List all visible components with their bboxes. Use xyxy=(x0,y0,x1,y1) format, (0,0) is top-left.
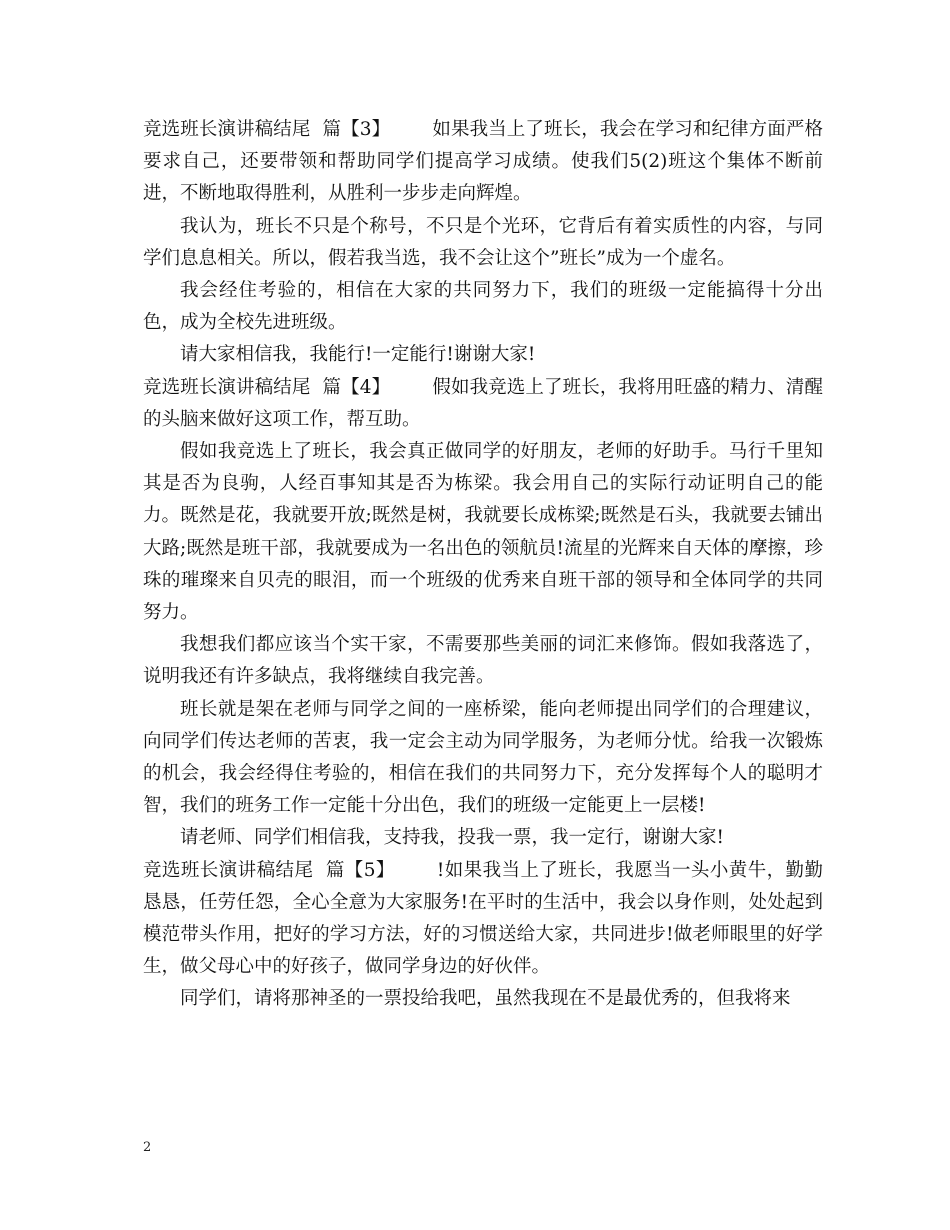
section-4-paragraph-2: 我想我们都应该当个实干家，不需要那些美丽的词汇来修饰。假如我落选了，说明我还有许多缺点，我将继续自我完善。 xyxy=(143,634,823,688)
section-5-title: 竞选班长演讲稿结尾 xyxy=(143,859,314,881)
section-4-lead: 假如我竞选上了班长，我将用旺盛的精力、清醒的头脑来做好这项工作，帮互助。 xyxy=(143,376,823,430)
section-4-heading-paragraph xyxy=(143,372,823,436)
page-number: 2 xyxy=(143,1140,152,1155)
section-3-heading-paragraph xyxy=(143,114,823,211)
section-4-paragraph-1: 假如我竞选上了班长，我会真正做同学的好朋友，老师的好助手。马行千里知其是否为良驹，人经百事知其是否为栋梁。我会用自己的实际行动证明自己的能力。既然是花，我就要开放;既然是树，我就要长成栋梁;既然是石头，我就要去铺出大路;既然是班干部，我就要成为一名出色的领航员!流星的光辉来自天体的摩擦，珍珠的璀璨来自贝壳的眼泪，而一个班级的优秀来自班干部的领导和全体同学的共同努力。 xyxy=(143,441,823,624)
section-5-paragraph-1: 同学们，请将那神圣的一票投给我吧，虽然我现在不是最优秀的，但我将来 xyxy=(180,988,791,1010)
section-5-label: 篇【5】 xyxy=(325,859,395,881)
document-body xyxy=(143,114,823,1016)
section-4-paragraph-3: 班长就是架在老师与同学之间的一座桥梁，能向老师提出同学们的合理建议，向同学们传达老师的苦衷，我一定会主动为同学服务，为老师分忧。给我一次锻炼的机会，我会经得住考验的，相信在我们的共同努力下，充分发挥每个人的聪明才智，我们的班务工作一定能十分出色，我们的班级一定能更上一层楼! xyxy=(143,698,823,817)
section-3-label: 篇【3】 xyxy=(322,119,391,140)
section-3-title: 竞选班长演讲稿结尾 xyxy=(143,119,311,140)
section-4-title: 竞选班长演讲稿结尾 xyxy=(143,376,311,398)
section-3-paragraph-3: 请大家相信我，我能行!一定能行!谢谢大家! xyxy=(180,344,536,366)
section-4-paragraph-4: 请老师、同学们相信我，支持我，投我一票，我一定行，谢谢大家! xyxy=(180,827,724,849)
section-3-lead: 如果我当上了班长，我会在学习和纪律方面严格要求自己，还要带领和帮助同学们提高学习成绩。使我们5(2)班这个集体不断前进，不断地取得胜利，从胜利一步步走向辉煌。 xyxy=(143,119,823,205)
section-3-paragraph-2: 我会经住考验的，相信在大家的共同努力下，我们的班级一定能搞得十分出色，成为全校先进班级。 xyxy=(143,280,823,334)
section-3-paragraph-1: 我认为，班长不只是个称号，不只是个光环，它背后有着实质性的内容，与同学们息息相关。所以，假若我当选，我不会让这个”班长”成为一个虚名。 xyxy=(143,215,823,269)
section-5-lead: !如果我当上了班长，我愿当一头小黄牛，勤勤恳恳，任劳任怨，全心全意为大家服务!在平时的生活中，我会以身作则，处处起到模范带头作用，把好的学习方法，好的习惯送给大家，共同进步!做老师眼里的好学生，做父母心中的好孩子，做同学身边的好伙伴。 xyxy=(143,859,823,978)
section-4-label: 篇【4】 xyxy=(322,376,391,398)
section-5-heading-paragraph xyxy=(143,855,823,984)
